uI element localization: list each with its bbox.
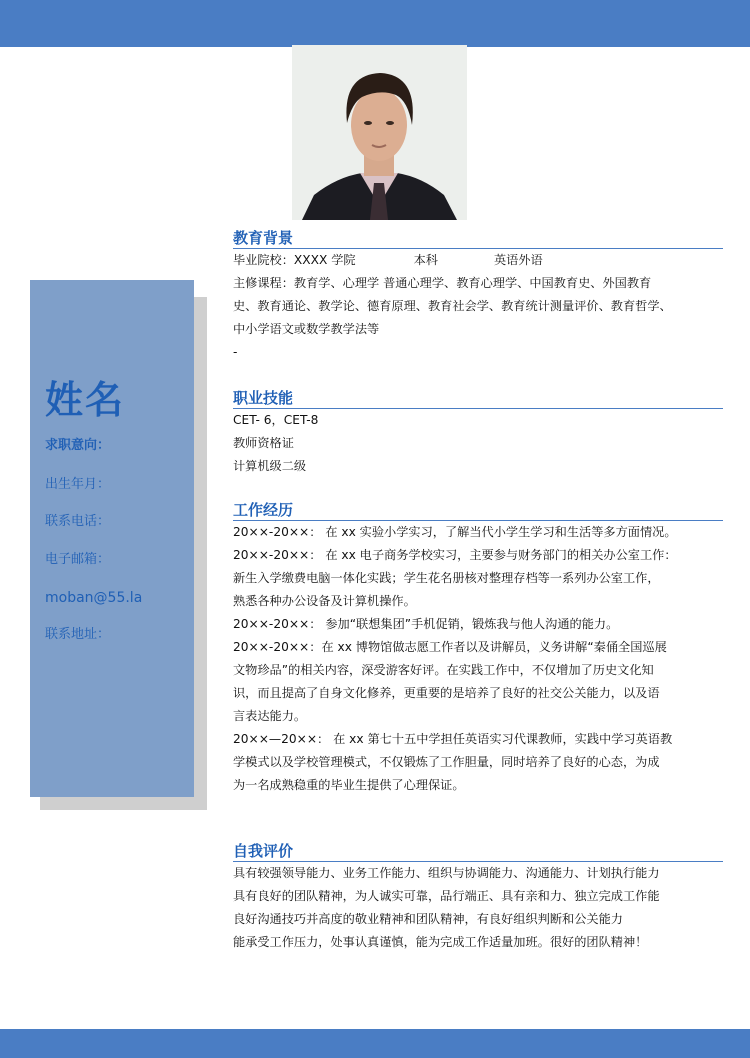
job-intent-label: 求职意向： — [45, 438, 111, 453]
portrait-illustration — [292, 45, 467, 220]
work-line: 新生入学缴费电脑一体化实践；学生花名册核对整理存档等一系列办公室工作， — [233, 571, 660, 585]
work-line: 20××-20××：在 xx 博物馆做志愿工作者以及讲解员，义务讲解“秦俑全国巡展 — [233, 640, 667, 654]
work-line: 为一名成熟稳重的毕业生提供了心理保证。 — [233, 778, 465, 792]
skills-title: 职业技能 — [233, 388, 723, 409]
self-eval-line: 良好沟通技巧并高度的敬业精神和团队精神，有良好组织判断和公关能力 — [233, 912, 623, 926]
skill-item: CET- 6，CET-8 — [233, 413, 319, 427]
education-school-row — [233, 249, 723, 272]
address-label: 联系地址： — [45, 627, 111, 642]
top-bar — [0, 0, 750, 47]
work-line: 20××-20××： 参加“联想集团”手机促销，锻炼我与他人沟通的能力。 — [233, 617, 619, 631]
self-eval-title: 自我评价 — [233, 841, 723, 862]
work-line: 20××—20××： 在 xx 第七十五中学担任英语实习代课教师，实践中学习英语教 — [233, 732, 673, 746]
self-eval-line: 具有良好的团队精神，为人诚实可靠，品行端正、具有亲和力、独立完成工作能 — [233, 889, 660, 903]
degree: 本科 — [413, 253, 438, 267]
school: 毕业院校：XXXX 学院 — [233, 253, 356, 267]
sidebar-panel — [30, 280, 194, 797]
work-section — [233, 500, 723, 797]
courses-line: 主修课程：教育学、心理学 普通心理学、教育心理学、中国教育史、外国教育 — [233, 276, 652, 290]
work-line: 熟悉各种办公设备及计算机操作。 — [233, 594, 416, 608]
education-dash: - — [233, 345, 238, 359]
courses-line: 史、教育通论、教学论、德育原理、教育社会学、教育统计测量评价、教育哲学、 — [233, 299, 672, 313]
bottom-bar — [0, 1029, 750, 1058]
birth-label: 出生年月： — [45, 477, 111, 492]
work-line: 文物珍品”的相关内容，深受游客好评。在实践工作中，不仅增加了历史文化知 — [233, 663, 654, 677]
email-label: 电子邮箱： — [45, 552, 111, 567]
candidate-name: 姓名 — [45, 378, 126, 422]
education-title: 教育背景 — [233, 228, 723, 249]
phone-label: 联系电话： — [45, 514, 111, 529]
self-eval-section — [233, 841, 723, 954]
work-line: 20××-20××： 在 xx 电子商务学校实习，主要参与财务部门的相关办公室工作： — [233, 548, 677, 562]
work-title: 工作经历 — [233, 500, 723, 521]
work-line: 识，而且提高了自身文化修养，更重要的是培养了良好的社交公关能力，以及语 — [233, 686, 660, 700]
profile-photo — [292, 45, 467, 220]
work-line: 20××-20××： 在 xx 实验小学实习，了解当代小学生学习和生活等多方面情况。 — [233, 525, 677, 539]
skill-item: 教师资格证 — [233, 436, 294, 450]
work-line: 学模式以及学校管理模式，不仅锻炼了工作胆量，同时培养了良好的心态，为成 — [233, 755, 660, 769]
skills-section — [233, 388, 723, 478]
self-eval-line: 具有较强领导能力、业务工作能力、组织与协调能力、沟通能力、计划执行能力 — [233, 866, 660, 880]
major: 英语外语 — [493, 253, 543, 267]
work-line: 言表达能力。 — [233, 709, 307, 723]
skill-item: 计算机级二级 — [233, 459, 307, 473]
education-section — [233, 228, 723, 364]
email-value: moban@55.la — [45, 590, 143, 606]
self-eval-line: 能承受工作压力，处事认真谨慎，能为完成工作适量加班。很好的团队精神！ — [233, 935, 648, 949]
courses-line: 中小学语文或数学教学法等 — [233, 322, 380, 336]
